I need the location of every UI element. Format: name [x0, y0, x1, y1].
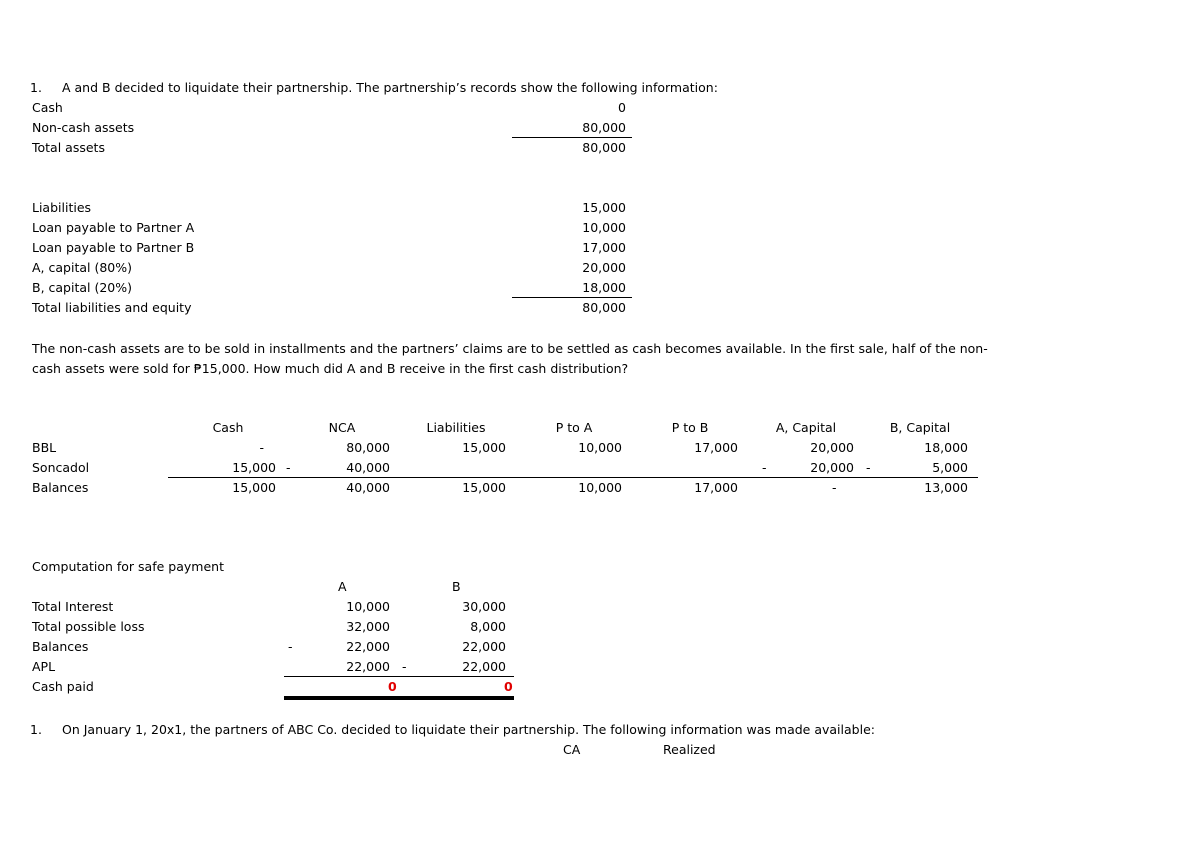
liab-value-loan-b: 17,000 [582, 240, 626, 255]
schedule-cell-p-to-a: 10,000 [578, 440, 622, 455]
asset-label-total: Total assets [32, 140, 105, 155]
problem2-question: On January 1, 20x1, the partners of ABC Co. decided to liquidate their partnership. The following information was made available: [62, 722, 875, 737]
schedule-cell-liabilities: 15,000 [462, 480, 506, 495]
schedule-cell-a-capital: - [832, 480, 837, 495]
schedule-header-p-to-b: P to B [671, 420, 709, 435]
safe-payment-row-label: Cash paid [32, 679, 94, 694]
liab-label-loan-a: Loan payable to Partner A [32, 220, 195, 235]
schedule-header-a-capital: A, Capital [775, 420, 837, 435]
safe-payment-double-rule [284, 696, 514, 700]
asset-value-total: 80,000 [582, 140, 626, 155]
schedule-cell-nca: 40,000 [346, 480, 390, 495]
liab-value-capital-a: 20,000 [582, 260, 626, 275]
safe-payment-col-b: B [452, 579, 461, 594]
schedule-cell-nca: 40,000 [346, 460, 390, 475]
liab-value-total: 80,000 [582, 300, 626, 315]
safe-payment-a-value: 10,000 [346, 599, 390, 614]
safe-payment-b-value: 8,000 [470, 619, 506, 634]
schedule-cell-a-capital: 20,000 [810, 460, 854, 475]
asset-value-cash: 0 [618, 100, 626, 115]
problem2-col-ca: CA [563, 742, 581, 757]
safe-payment-row-label: Total possible loss [32, 619, 145, 634]
liab-value-capital-b: 18,000 [582, 280, 626, 295]
safe-payment-a-value: 22,000 [346, 639, 390, 654]
safe-payment-b-value: 22,000 [462, 639, 506, 654]
safe-payment-dash: - [288, 639, 293, 654]
schedule-cell-nca: 80,000 [346, 440, 390, 455]
safe-payment-a-value: 22,000 [346, 659, 390, 674]
schedule-cell-cash: - [259, 440, 264, 455]
schedule-cell-p-to-b: - [762, 460, 767, 475]
schedule-cell-liabilities: 15,000 [462, 440, 506, 455]
schedule-cell-p-to-b: 17,000 [694, 440, 738, 455]
schedule-cell-cash: 15,000 [232, 480, 276, 495]
narrative-line-2: cash assets were sold for ₱15,000. How much did A and B receive in the first cash distribution? [32, 361, 629, 376]
asset-label-cash: Cash [32, 100, 63, 115]
schedule-dash: - [286, 460, 291, 475]
safe-payment-col-a: A [338, 579, 347, 594]
safe-payment-title: Computation for safe payment [32, 559, 224, 574]
schedule-balance-rule [168, 477, 978, 478]
liab-value-loan-a: 10,000 [582, 220, 626, 235]
safe-payment-b-value: 22,000 [462, 659, 506, 674]
safe-payment-a-value: 32,000 [346, 619, 390, 634]
safe-payment-dash: - [402, 659, 407, 674]
safe-payment-b-cash-paid: 0 [504, 679, 513, 694]
schedule-cell-a-capital: 20,000 [810, 440, 854, 455]
schedule-dash: - [866, 460, 871, 475]
asset-value-noncash: 80,000 [582, 120, 626, 135]
schedule-cell-p-to-a: 10,000 [578, 480, 622, 495]
safe-payment-row-label: APL [32, 659, 56, 674]
problem-question: A and B decided to liquidate their partnership. The partnership’s records show the following information: [62, 80, 718, 95]
liab-total-rule [512, 297, 632, 298]
schedule-header-p-to-a: P to A [555, 420, 593, 435]
liab-label-loan-b: Loan payable to Partner B [32, 240, 195, 255]
schedule-cell-b-capital: 5,000 [932, 460, 968, 475]
schedule-row-label: Balances [32, 480, 89, 495]
liab-label-capital-b: B, capital (20%) [32, 280, 133, 295]
schedule-cell-cash: 15,000 [232, 460, 276, 475]
schedule-header-cash: Cash [212, 420, 244, 435]
schedule-cell-b-capital: 18,000 [924, 440, 968, 455]
schedule-header-liabilities: Liabilities [426, 420, 486, 435]
schedule-header-nca: NCA [328, 420, 356, 435]
schedule-row-label: Soncadol [32, 460, 90, 475]
liab-label-total: Total liabilities and equity [32, 300, 192, 315]
safe-payment-row-label: Total Interest [32, 599, 114, 614]
safe-payment-a-cash-paid: 0 [388, 679, 397, 694]
safe-payment-rule [284, 676, 514, 677]
narrative-line-1: The non-cash assets are to be sold in installments and the partners’ claims are to be settled as cash becomes available. In the first sale, half of the non- [32, 341, 988, 356]
problem-number: 1. [30, 80, 42, 95]
problem2-number: 1. [30, 722, 42, 737]
schedule-cell-b-capital: 13,000 [924, 480, 968, 495]
schedule-cell-p-to-b: 17,000 [694, 480, 738, 495]
safe-payment-row-label: Balances [32, 639, 89, 654]
liab-label-liabilities: Liabilities [32, 200, 92, 215]
schedule-row-label: BBL [32, 440, 57, 455]
asset-label-noncash: Non-cash assets [32, 120, 135, 135]
schedule-header-b-capital: B, Capital [889, 420, 951, 435]
liab-label-capital-a: A, capital (80%) [32, 260, 132, 275]
safe-payment-b-value: 30,000 [462, 599, 506, 614]
problem2-col-realized: Realized [663, 742, 716, 757]
assets-total-rule [512, 137, 632, 138]
liab-value-liabilities: 15,000 [582, 200, 626, 215]
